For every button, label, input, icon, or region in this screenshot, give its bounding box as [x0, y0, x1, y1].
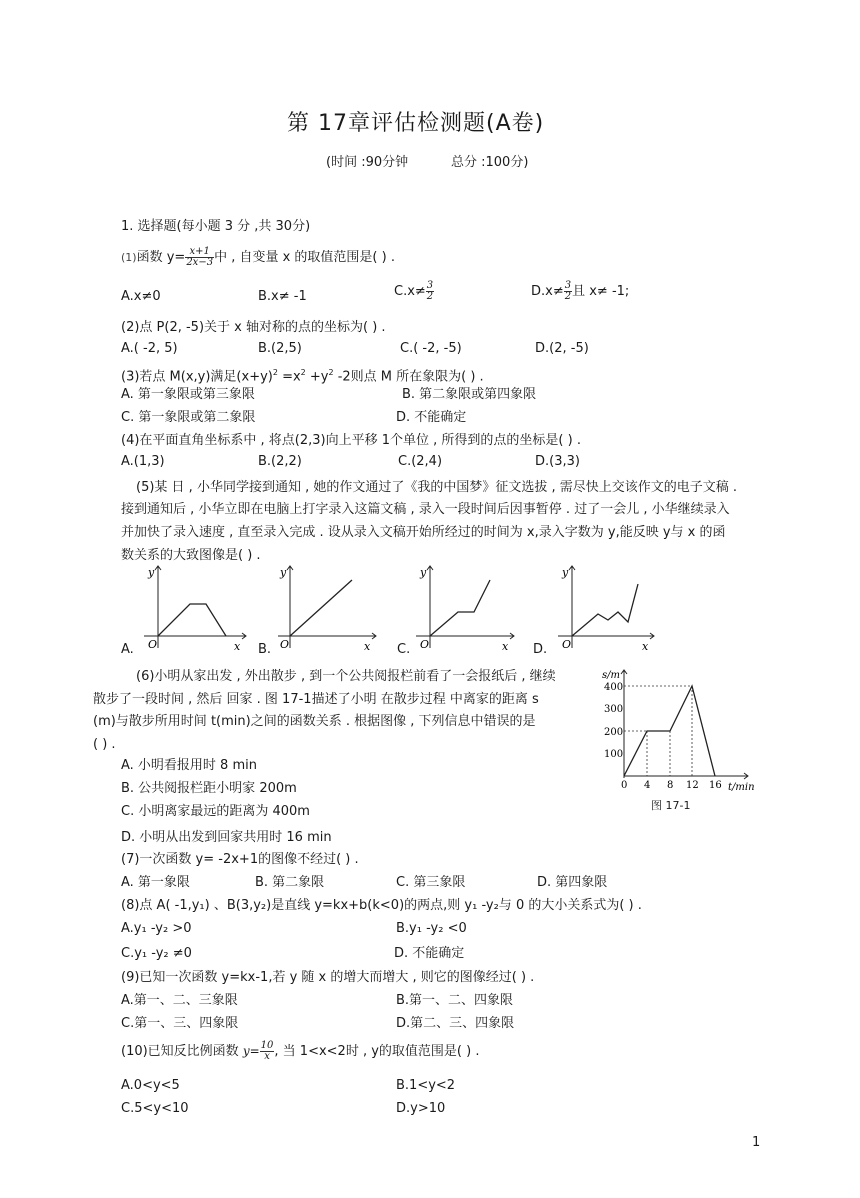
- q5-graph-d[interactable]: [558, 566, 654, 653]
- question-6-line-1: (6)小明从家出发 , 外出散步 , 到一个公共阅报栏前看了一会报纸后 , 继续: [136, 669, 556, 684]
- q4-option-a[interactable]: A.(1,3): [121, 454, 165, 469]
- q5-option-b[interactable]: B.: [258, 642, 272, 657]
- question-1-stem: (1)函数 y= $\frac{x+1}{2x-3}$ 中 , 自变量 x 的取值范围是( ) .: [121, 246, 395, 268]
- graph-b-y-label: y: [280, 566, 287, 579]
- q2-option-d[interactable]: D.(2, -5): [535, 341, 589, 356]
- graph-d-origin: O: [562, 638, 572, 651]
- q7-option-b[interactable]: B. 第二象限: [255, 875, 325, 890]
- q6-option-c[interactable]: C. 小明离家最远的距离为 400m: [121, 804, 310, 819]
- y-tick-100: 100: [604, 749, 624, 760]
- q9-option-a[interactable]: A.第一、二、三象限: [121, 993, 238, 1008]
- graph-b-origin: O: [280, 638, 290, 651]
- graph-a-x-label: x: [234, 640, 241, 653]
- question-7-stem: (7)一次函数 y= -2x+1的图像不经过( ) .: [121, 852, 359, 867]
- y-tick-400: 400: [604, 682, 624, 693]
- q6-option-b[interactable]: B. 公共阅报栏距小明家 200m: [121, 781, 297, 796]
- q3-option-c[interactable]: C. 第一象限或第二象限: [121, 410, 256, 425]
- question-5-line-4: 数关系的大致图像是( ) .: [121, 548, 261, 563]
- section-heading: 1. 选择题(每小题 3 分 ,共 30分): [121, 219, 311, 234]
- q9-option-c[interactable]: C.第一、三、四象限: [121, 1016, 239, 1031]
- q6-option-a[interactable]: A. 小明看报用时 8 min: [121, 758, 257, 773]
- q2-option-b[interactable]: B.(2,5): [258, 341, 302, 356]
- q7-option-d[interactable]: D. 第四象限: [537, 875, 608, 890]
- q2-option-c[interactable]: C.( -2, -5): [400, 341, 462, 356]
- graph-d-y-label: y: [562, 566, 569, 579]
- q3-option-b[interactable]: B. 第二象限或第四象限: [402, 387, 537, 402]
- q5-graph-a[interactable]: [144, 566, 246, 653]
- question-6-line-4: ( ) .: [93, 737, 116, 752]
- page-title: 第 17章评估检测题(A卷): [287, 111, 545, 136]
- x-tick-12: 12: [686, 780, 699, 791]
- q3-option-a[interactable]: A. 第一象限或第三象限: [121, 387, 255, 402]
- question-5-line-1: (5)某 日 , 小华同学接到通知 , 她的作文通过了《我的中国梦》征文选拔 , 需尽快上交该作文的电子文稿 .: [136, 480, 738, 495]
- q5-graph-c[interactable]: [416, 566, 514, 653]
- question-9-stem: (9)已知一次函数 y=kx-1,若 y 随 x 的增大而增大 , 则它的图像经过( ) .: [121, 970, 535, 985]
- question-5-line-3: 并加快了录入速度 , 直至录入完成 . 设从录入文稿开始所经过的时间为 x,录入字数为 y,能反映 y与 x 的函: [121, 525, 726, 540]
- q2-option-a[interactable]: A.( -2, 5): [121, 341, 178, 356]
- q5-graph-b[interactable]: [278, 566, 376, 653]
- question-6-line-3: (m)与散步所用时间 t(min)之间的函数关系 . 根据图像 , 下列信息中错误的是: [93, 714, 536, 729]
- q8-option-d[interactable]: D. 不能确定: [394, 946, 465, 961]
- x-tick-16: 16: [709, 780, 722, 791]
- x-tick-8: 8: [667, 780, 674, 791]
- page-number: 1: [752, 1135, 761, 1150]
- q5-graph-options: [118, 562, 658, 662]
- q5-option-d[interactable]: D.: [533, 642, 548, 657]
- q9-option-b[interactable]: B.第一、二、四象限: [396, 993, 514, 1008]
- q9-option-d[interactable]: D.第二、三、四象限: [396, 1016, 515, 1031]
- question-2-stem: (2)点 P(2, -5)关于 x 轴对称的点的坐标为( ) .: [121, 320, 386, 335]
- q5-option-a[interactable]: A.: [121, 642, 134, 657]
- graph-c-y-label: y: [420, 566, 427, 579]
- figure-17-1-chart: [596, 664, 756, 794]
- q10-option-c[interactable]: C.5<y<10: [121, 1101, 189, 1116]
- graph-b-x-label: x: [364, 640, 371, 653]
- q7-option-a[interactable]: A. 第一象限: [121, 875, 190, 890]
- graph-c-origin: O: [420, 638, 430, 651]
- question-5-line-2: 接到通知后 , 小华立即在电脑上打字录入这篇文稿 , 录入一段时间后因事暂停 . 过了一会儿 , 小华继续录入: [121, 502, 730, 517]
- q5-option-c[interactable]: C.: [397, 642, 411, 657]
- question-8-stem: (8)点 A( -1,y₁) 、B(3,y₂)是直线 y=kx+b(k<0)的两点,则 y₁ -y₂与 0 的大小关系式为( ) .: [121, 898, 642, 913]
- q8-option-b[interactable]: B.y₁ -y₂ <0: [396, 921, 467, 936]
- y-tick-200: 200: [604, 727, 624, 738]
- graph-c-x-label: x: [502, 640, 509, 653]
- q8-option-c[interactable]: C.y₁ -y₂ ≠0: [121, 946, 192, 961]
- figure-caption: 图 17-1: [651, 799, 691, 812]
- question-4-stem: (4)在平面直角坐标系中 , 将点(2,3)向上平移 1个单位 , 所得到的点的坐标是( ) .: [121, 433, 581, 448]
- question-6-line-2: 散步了一段时间 , 然后 回家 . 图 17-1描述了小明 在散步过程 中离家的距离 s: [93, 692, 539, 707]
- x-axis-label: t/min: [728, 782, 755, 793]
- question-3-stem: (3)若点 M(x,y)满足$(x+y)^2 =x^2 +y^2$ -2则点 M 所在象限为( ) .: [121, 368, 484, 385]
- total-score: 总分 :100分): [451, 155, 529, 170]
- graph-a-origin: O: [148, 638, 158, 651]
- graph-a-y-label: y: [148, 566, 155, 579]
- q3-option-d[interactable]: D. 不能确定: [396, 410, 467, 425]
- q10-option-d[interactable]: D.y>10: [396, 1101, 446, 1116]
- q1-option-c[interactable]: C.x≠ $\frac{3}{2}$: [394, 280, 434, 302]
- graph-d-x-label: x: [642, 640, 649, 653]
- q10-option-a[interactable]: A.0<y<5: [121, 1078, 180, 1093]
- x-tick-0: 0: [621, 780, 628, 791]
- q1-option-b[interactable]: B.x≠ -1: [258, 289, 307, 304]
- q4-option-c[interactable]: C.(2,4): [398, 454, 443, 469]
- q6-option-d[interactable]: D. 小明从出发到回家共用时 16 min: [121, 830, 332, 845]
- question-10-stem: (10)已知反比例函数 y= $\frac{10}{x}$ , 当 1<x<2时 , y的取值范围是( ) .: [121, 1040, 480, 1062]
- y-axis-label: s/m: [602, 670, 620, 681]
- q1-option-a[interactable]: A.x≠0: [121, 289, 161, 304]
- q7-option-c[interactable]: C. 第三象限: [396, 875, 466, 890]
- y-tick-300: 300: [604, 704, 624, 715]
- x-tick-4: 4: [644, 780, 651, 791]
- time-limit: (时间 :90分钟: [326, 155, 409, 170]
- q8-option-a[interactable]: A.y₁ -y₂ >0: [121, 921, 192, 936]
- q4-option-b[interactable]: B.(2,2): [258, 454, 302, 469]
- q10-option-b[interactable]: B.1<y<2: [396, 1078, 456, 1093]
- q1-option-d[interactable]: D.x≠ $\frac{3}{2}$ 且 x≠ -1;: [531, 280, 630, 302]
- q4-option-d[interactable]: D.(3,3): [535, 454, 580, 469]
